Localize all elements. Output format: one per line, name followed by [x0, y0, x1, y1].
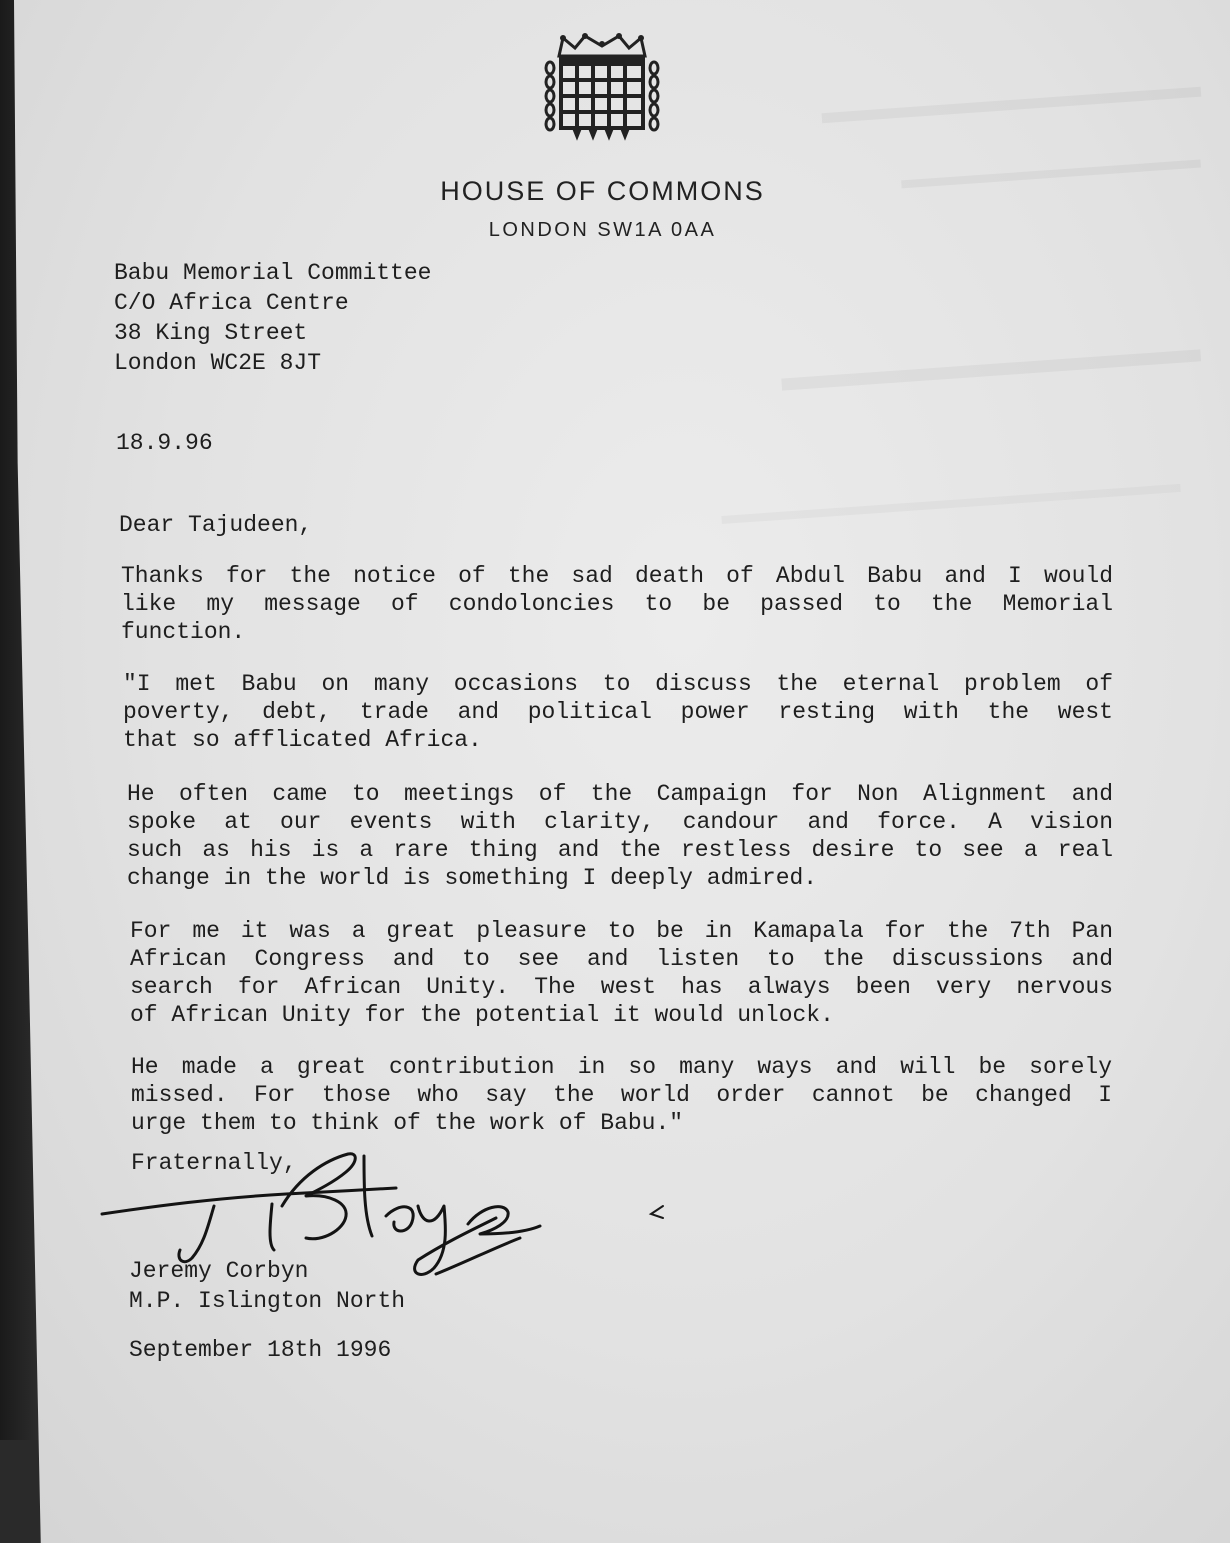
body-line: "I met Babu on many occasions to discuss the eternal problem of: [123, 671, 1113, 697]
body-line: like my message of condoloncies to be passed to the Memorial: [121, 591, 1113, 617]
body-line: such as his is a rare thing and the restless desire to see a real: [127, 837, 1113, 863]
recipient-line: 38 King Street: [114, 320, 308, 346]
recipient-line: Babu Memorial Committee: [114, 260, 432, 286]
body-paragraph-4: [130, 917, 1113, 1029]
signatory-name: Jeremy Corbyn: [129, 1258, 309, 1284]
body-paragraph-2: [123, 670, 1113, 754]
portcullis-crest-icon: [543, 32, 661, 144]
letterhead-address: LONDON SW1A 0AA: [488, 219, 717, 241]
pen-tick-icon: [645, 1200, 667, 1222]
body-paragraph-5: [131, 1053, 1112, 1137]
letter-date-short: 18.9.96: [116, 430, 213, 456]
signatory-title: M.P. Islington North: [129, 1288, 406, 1314]
body-line: missed. For those who say the world order cannot be changed I: [131, 1082, 1112, 1108]
letter-date-long: September 18th 1996: [129, 1337, 392, 1363]
body-line: African Congress and to see and listen to the discussions and: [130, 946, 1113, 972]
body-paragraph-1: [121, 562, 1113, 646]
body-line: poverty, debt, trade and political power resting with the west: [123, 699, 1113, 725]
body-line: He made a great contribution in so many ways and will be sorely: [131, 1054, 1112, 1080]
salutation: Dear Tajudeen,: [119, 512, 313, 538]
body-line: spoke at our events with clarity, candour and force. A vision: [127, 809, 1113, 835]
body-line: change in the world is something I deeply admired.: [127, 865, 818, 891]
body-line: that so afflicated Africa.: [123, 727, 482, 753]
body-line: urge them to think of the work of Babu.": [131, 1110, 684, 1136]
body-line: For me it was a great pleasure to be in Kamapala for the 7th Pan: [130, 918, 1113, 944]
body-line: He often came to meetings of the Campaign for Non Alignment and: [127, 781, 1113, 807]
body-line: function.: [121, 619, 246, 645]
body-line: Thanks for the notice of the sad death of Abdul Babu and I would: [121, 563, 1113, 589]
recipient-line: C/O Africa Centre: [114, 290, 349, 316]
body-paragraph-3: [127, 780, 1113, 892]
valediction: Fraternally,: [131, 1150, 297, 1176]
body-line: search for African Unity. The west has always been very nervous: [130, 974, 1113, 1000]
body-line: of African Unity for the potential it would unlock.: [130, 1002, 834, 1028]
letterhead-institution: HOUSE OF COMMONS: [440, 176, 765, 206]
recipient-line: London WC2E 8JT: [114, 350, 322, 376]
